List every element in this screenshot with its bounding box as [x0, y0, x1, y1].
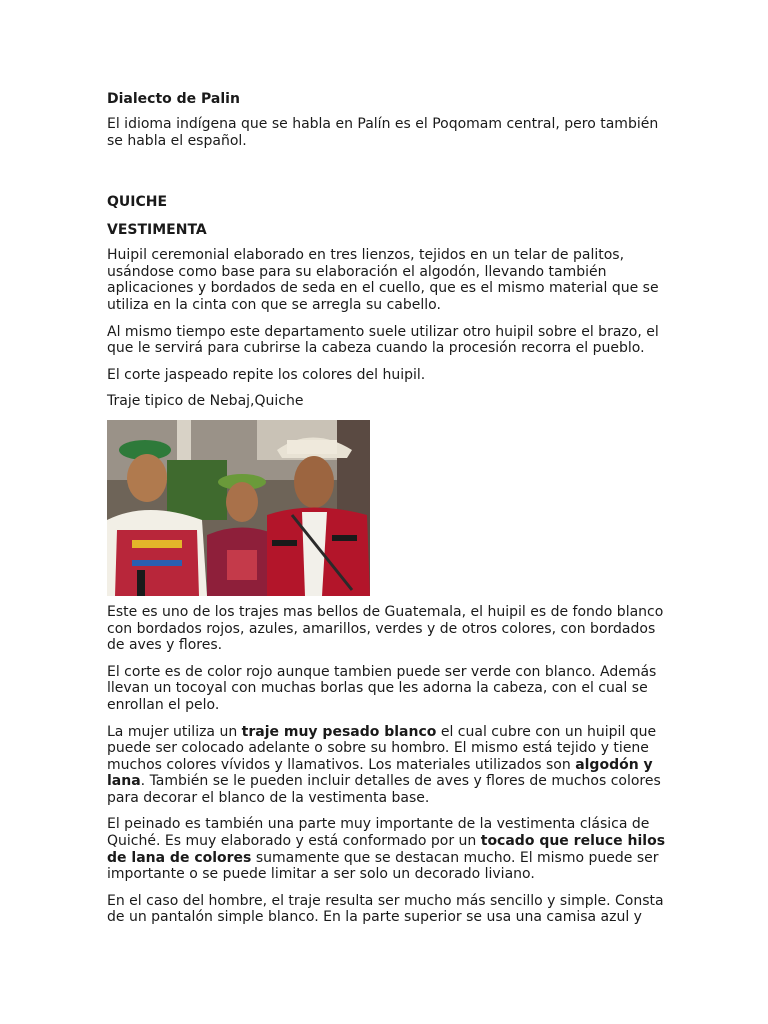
paragraph-trajes-bellos: Este es uno de los trajes mas bellos de Guatemala, el huipil es de fondo blanco con bordados rojos, azules, amarillos, verdes y de otros colores, con bordados de aves y flores.	[107, 603, 664, 654]
mujer-bold-materiales: algodón y lana	[107, 756, 653, 790]
mujer-text-2: el cual cubre con un huipil que puede ser colocado adelante o sobre su hombro. El mismo está tejido y tiene muchos colores vívidos y llamativos. Los materiales utilizados son	[107, 723, 657, 773]
peinado-text-2: sumamente que se destacan mucho. El mismo puede ser importante o se puede limitar a ser solo un decorado liviano.	[107, 849, 659, 883]
photo-caption: Traje tipico de Nebaj,Quiche	[107, 393, 304, 410]
paragraph-peinado	[107, 816, 667, 882]
paragraph-hombre: En el caso del hombre, el traje resulta ser mucho más sencillo y simple. Consta de un pantalón simple blanco. En la parte superior se usa una camisa azul y	[107, 892, 664, 926]
paragraph-corte-jaspeado: El corte jaspeado repite los colores del huipil.	[107, 366, 426, 383]
document-body	[107, 90, 667, 936]
mujer-text-1: La mujer utiliza un	[107, 723, 242, 740]
peinado-text-1: El peinado es también una parte muy importante de la vestimenta clásica de Quiché. Es muy elaborado y está conformado por un	[107, 816, 650, 850]
paragraph-huipil: Huipil ceremonial elaborado en tres lienzos, tejidos en un telar de palitos, usándose como base para su elaboración el algodón, llevando también aplicaciones y bordados de seda en el cuello, que es el mismo material que se utiliza en la cinta con que se arregla su cabello.	[107, 247, 659, 313]
heading-vestimenta: VESTIMENTA	[107, 222, 207, 239]
peinado-bold-tocado: tocado que reluce hilos de lana de colores	[107, 833, 666, 866]
nebaj-costume-photo	[107, 420, 370, 596]
paragraph-brazo: Al mismo tiempo este departamento suele utilizar otro huipil sobre el brazo, el que le servirá para cubrirse la cabeza cuando la procesión recorra el pueblo.	[107, 323, 659, 357]
mujer-text-3: . También se le pueden incluir detalles de aves y flores de muchos colores para decorar el blanco de la vestimenta base.	[107, 773, 661, 806]
paragraph-dialecto: El idioma indígena que se habla en Palín es el Poqomam central, pero también se habla el español.	[107, 116, 659, 149]
paragraph-corte-rojo: El corte es de color rojo aunque tambien puede ser verde con blanco. Además llevan un tocoyal con muchas borlas que les adorna la cabeza, con el cual se enrollan el pelo.	[107, 663, 657, 713]
mujer-bold-traje: traje muy pesado blanco	[241, 723, 437, 740]
photo-illustration	[107, 420, 370, 596]
heading-dialecto: Dialecto de Palin	[107, 91, 240, 107]
heading-quiche: QUICHE	[107, 194, 168, 211]
paragraph-mujer	[107, 724, 667, 807]
